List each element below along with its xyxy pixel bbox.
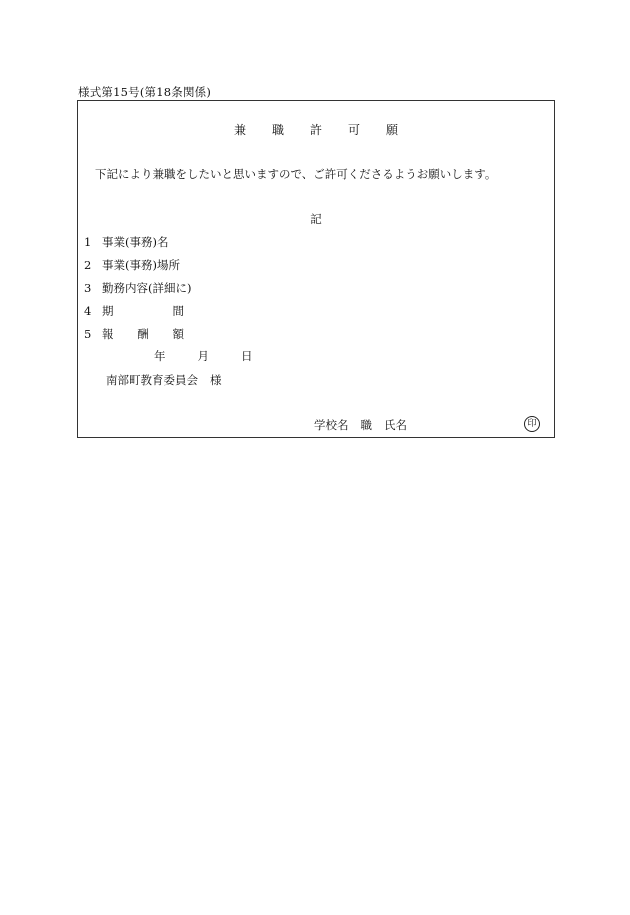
- item-number: 2: [84, 258, 92, 272]
- request-text: 下記により兼職をしたいと思いますので、ご許可くださるようお願いします。: [95, 167, 497, 181]
- item-number: 5: [84, 327, 92, 341]
- form-number-label: 様式第15号(第18条関係): [78, 85, 212, 99]
- item-label: [102, 303, 184, 319]
- signer-line: [314, 417, 407, 433]
- title-char: 兼: [233, 123, 246, 137]
- item-remuneration: [84, 326, 184, 342]
- item-label: [102, 326, 184, 342]
- addressee-suffix: 様: [210, 373, 222, 387]
- item-label: 勤務内容(詳細に): [102, 281, 192, 295]
- item-number: 3: [84, 281, 92, 295]
- title-char: 職: [271, 123, 284, 137]
- item-label-char: 額: [172, 327, 184, 341]
- title-char: 許: [309, 123, 322, 137]
- date-year: 年: [154, 349, 166, 363]
- item-business-place: [84, 257, 180, 273]
- name-label: 氏名: [384, 418, 407, 432]
- item-number: 4: [84, 304, 92, 318]
- title-char: 可: [348, 123, 361, 137]
- position-label: 職: [360, 418, 372, 432]
- form-title: [78, 121, 554, 138]
- ki-heading: 記: [310, 212, 322, 226]
- item-label-char: 報: [102, 327, 114, 341]
- seal-mark: 印: [524, 416, 540, 432]
- item-label-char: 間: [172, 304, 184, 318]
- item-number: 1: [84, 235, 92, 249]
- item-label: 事業(事務)名: [102, 235, 169, 249]
- application-form-frame: [77, 100, 555, 438]
- item-period: [84, 303, 184, 319]
- title-char: 願: [386, 123, 399, 137]
- date-day: 日: [241, 349, 253, 363]
- item-label-char: 酬: [137, 327, 149, 341]
- item-label: 事業(事務)場所: [102, 258, 180, 272]
- item-business-name: [84, 234, 168, 250]
- date-month: 月: [197, 349, 209, 363]
- item-work-content: [84, 280, 191, 296]
- date-line: [154, 348, 253, 364]
- item-label-char: 期: [102, 304, 114, 318]
- addressee-line: [106, 372, 222, 388]
- addressee-name: 南部町教育委員会: [106, 373, 198, 387]
- school-name-label: 学校名: [314, 418, 349, 432]
